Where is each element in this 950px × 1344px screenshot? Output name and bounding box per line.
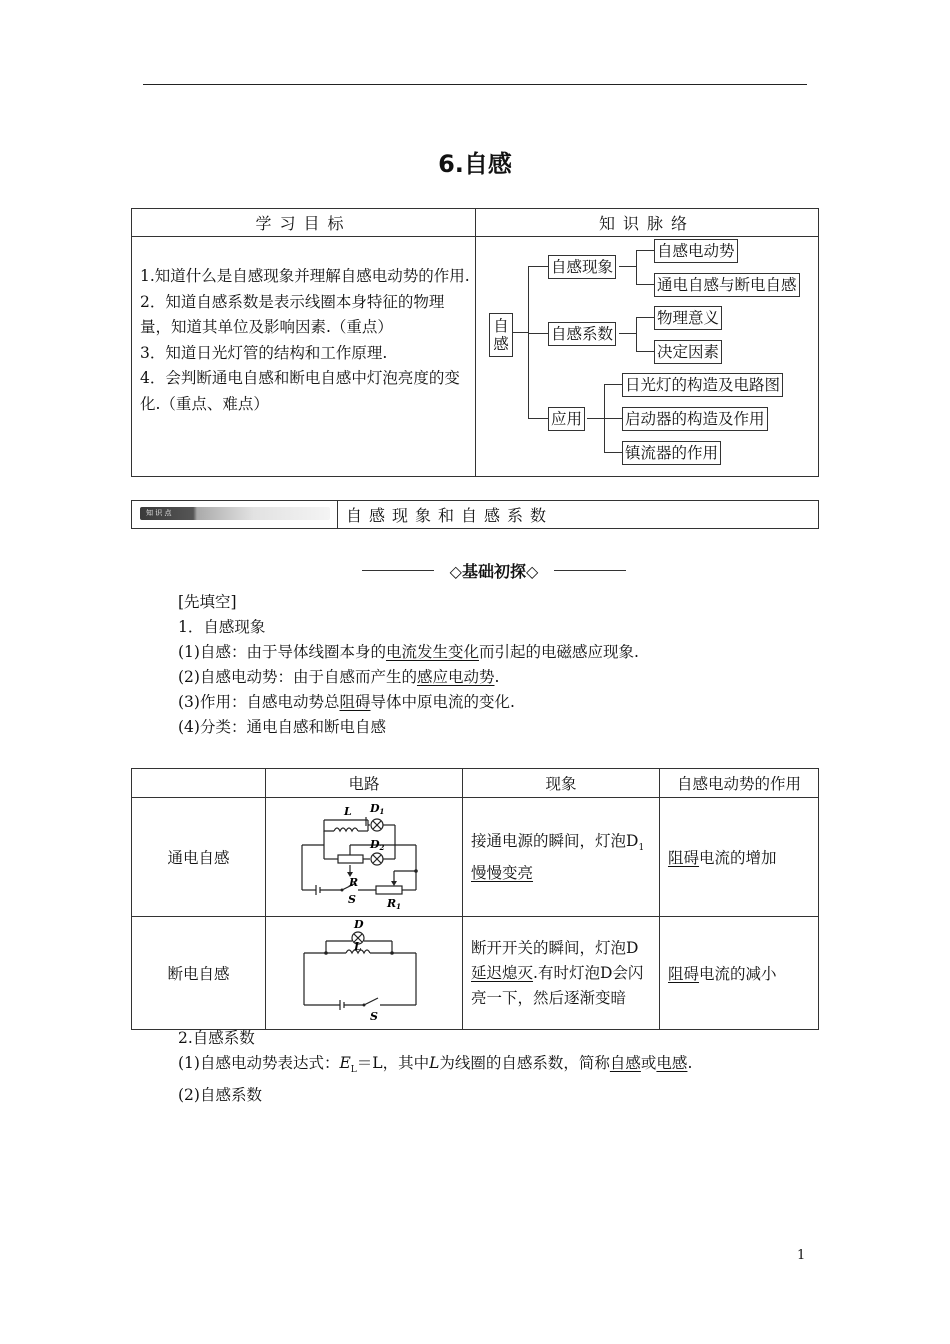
answer-blank: 慢慢变亮 [471,863,534,882]
paragraph: (3)作用：自感电动势总阻碍导体中原电流的变化. [178,693,515,711]
row-name: 通电自感 [132,798,266,917]
paragraph: (4)分类：通电自感和断电自感 [178,718,386,736]
circuit-label: R [349,875,359,889]
paragraph: (1)自感电动势表达式：$E_L=L$，其中L为线圈的自感系数，简称自感或电感. [178,1054,693,1076]
answer-blank: 电流发生变化 [385,643,479,661]
mindmap-branch: 自感系数 [548,322,616,346]
item-title: 2.自感系数 [178,1029,255,1047]
circuit-label: D1 [370,801,385,816]
answer-blank: 延迟熄灭 [471,963,534,982]
knowledge-map-header: 知识脉络 [598,214,695,233]
comparison-table [131,768,819,1030]
circuit-label: D [354,917,364,931]
mindmap-leaf: 决定因素 [654,340,722,364]
answer-blank: 感应电动势 [416,668,495,686]
mindmap-branch: 应用 [548,407,585,431]
table-header: 自感电动势的作用 [660,769,819,798]
table-header: 现象 [463,769,660,798]
mindmap-leaf: 日光灯的构造及电路图 [622,373,783,397]
mindmap-root: 自感 [489,313,513,357]
goal-item: 4．会判断通电自感和断电自感中灯泡亮度的变化.（重点、难点） [140,369,460,413]
paragraph: (1)自感：由于导体线圈本身的电流发生变化而引起的电磁感应现象. [178,643,639,661]
self-inductance-off-circuit [266,918,460,1029]
effect-cell: 阻碍电流的减小 [660,917,819,1030]
goal-item: 3．知道日光灯管的结构和工作原理. [140,343,388,362]
knowledge-point-bar [131,500,819,529]
table-header [132,769,266,798]
objectives-list [140,264,470,417]
answer-blank: 自感 [609,1054,641,1072]
page-title: 6.自感 [438,150,512,178]
mindmap-leaf: 通电自感与断电自感 [654,273,800,297]
circuit-cell [266,798,463,917]
knowledge-point-title: 自感现象和自感系数 [346,506,554,525]
item-title: 1．自感现象 [178,618,266,636]
circuit-label: L [354,939,362,953]
phenomenon-cell: 接通电源的瞬间，灯泡$D_1$ 慢慢变亮 [463,798,660,917]
mindmap-leaf: 物理意义 [654,306,722,330]
phenomenon-cell: 断开开关的瞬间，灯泡D 延迟熄灭.有时灯泡D会闪亮一下，然后逐渐变暗 [463,917,660,1030]
section-heading: ◇基础初探◇ [360,559,628,583]
header-rule [143,84,807,85]
self-inductance-on-circuit [266,799,460,916]
mindmap-leaf: 镇流器的作用 [622,441,721,465]
answer-blank: 阻碍 [339,693,371,711]
mindmap-leaf: 自感电动势 [654,239,738,263]
fill-in-tag: [先填空] [178,593,237,611]
mindmap-branch: 自感现象 [548,255,616,279]
circuit-cell [266,917,463,1030]
row-name: 断电自感 [132,917,266,1030]
goal-item: 2．知道自感系数是表示线圈本身特征的物理量，知道其单位及影响因素.（重点） [140,292,445,336]
paragraph: (2)自感电动势：由于自感而产生的感应电动势. [178,668,500,686]
knowledge-point-badge: 知 识 点 [140,507,330,520]
goal-item: 1.知道什么是自感现象并理解自感电动势的作用. [140,267,470,285]
effect-cell: 阻碍电流的增加 [660,798,819,917]
table-row [132,917,819,1030]
circuit-label: S [370,1009,378,1023]
circuit-label: S [348,892,356,906]
paragraph: (2)自感系数 [178,1086,262,1105]
objectives-header: 学习目标 [255,214,352,233]
circuit-label: R1 [387,896,402,911]
coefficient-section [178,1026,692,1108]
answer-blank: 阻碍 [668,849,700,867]
circuit-label: D2 [370,837,385,852]
answer-blank: 电感 [656,1054,688,1072]
answer-blank: 阻碍 [668,965,700,983]
mindmap-leaf: 启动器的构造及作用 [622,407,768,431]
circuit-label: L [344,804,352,818]
table-row [132,798,819,917]
page-number: 1 [797,1248,806,1263]
fill-in-section [178,590,639,740]
table-header: 电路 [266,769,463,798]
